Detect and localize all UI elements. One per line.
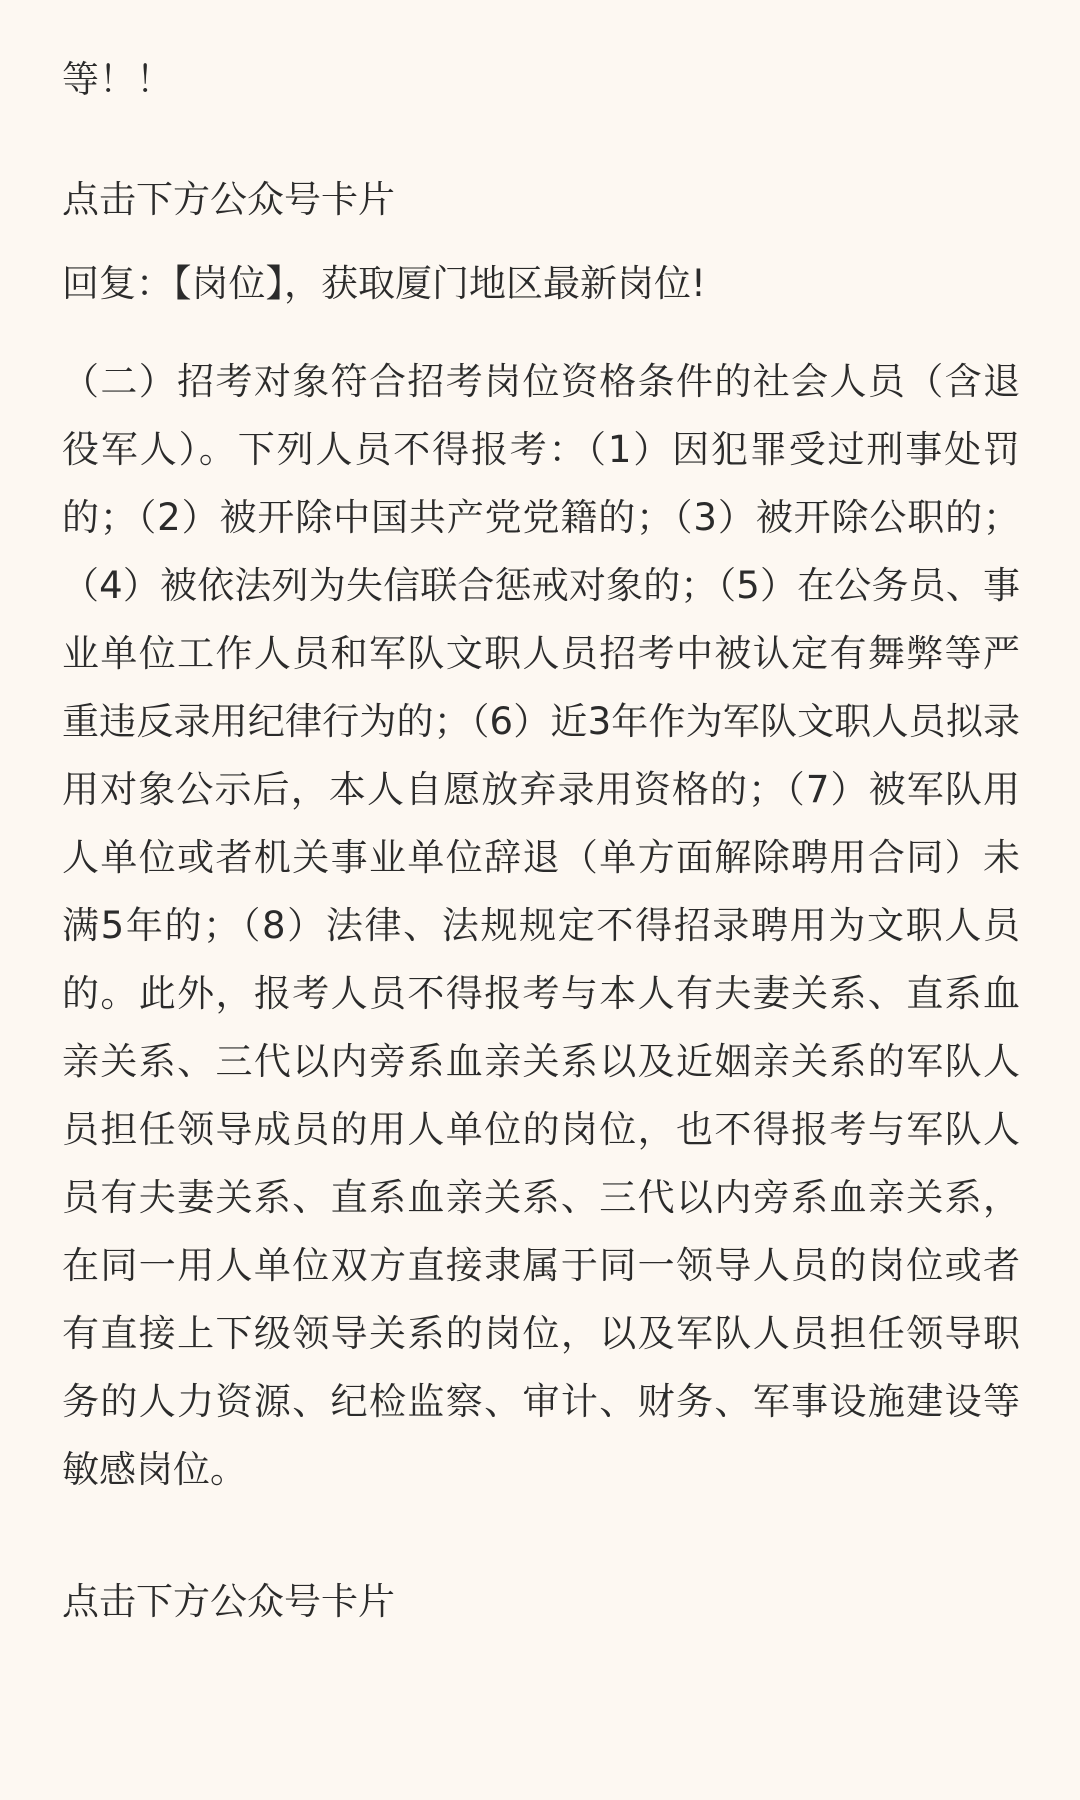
article-paragraph: （二）招考对象符合招考岗位资格条件的社会人员（含退役军人）。下列人员不得报考：（1）因犯罪受过刑事处罚的；（2）被开除中国共产党党籍的；（3）被开除公职的；（4）被依法列为失信联合惩戒对象的；（5）在公务员、事业单位工作人员和军队文职人员招考中被认定有舞弊等严重违反录用纪律行为的；（6）近3年作为军队文职人员拟录用对象公示后，本人自愿放弃录用资格的；（7）被军队用人单位或者机关事业单位辞退（单方面解除聘用合同）未满5年的；（8）法律、法规规定不得招录聘用为文职人员的。此外，报考人员不得报考与本人有夫妻关系、直系血亲关系、三代以内旁系血亲关系以及近姻亲关系的军队人员担任领导成员的用人单位的岗位，也不得报考与军队人员有夫妻关系、直系血亲关系、三代以内旁系血亲关系，在同一用人单位双方直接隶属于同一领导人员的岗位或者有直接上下级领导关系的岗位，以及军队人员担任领导职务的人力资源、纪检监察、审计、财务、军事设施建设等敏感岗位。: [62, 360, 1020, 1492]
follow-card-prompt: 点击下方公众号卡片: [62, 178, 395, 222]
follow-card-prompt-bottom: 点击下方公众号卡片: [62, 1580, 395, 1624]
previous-text-fragment: 等！！: [62, 58, 173, 101]
reply-keyword-instruction: 回复：【岗位】，获取厦门地区最新岗位!: [62, 262, 706, 306]
